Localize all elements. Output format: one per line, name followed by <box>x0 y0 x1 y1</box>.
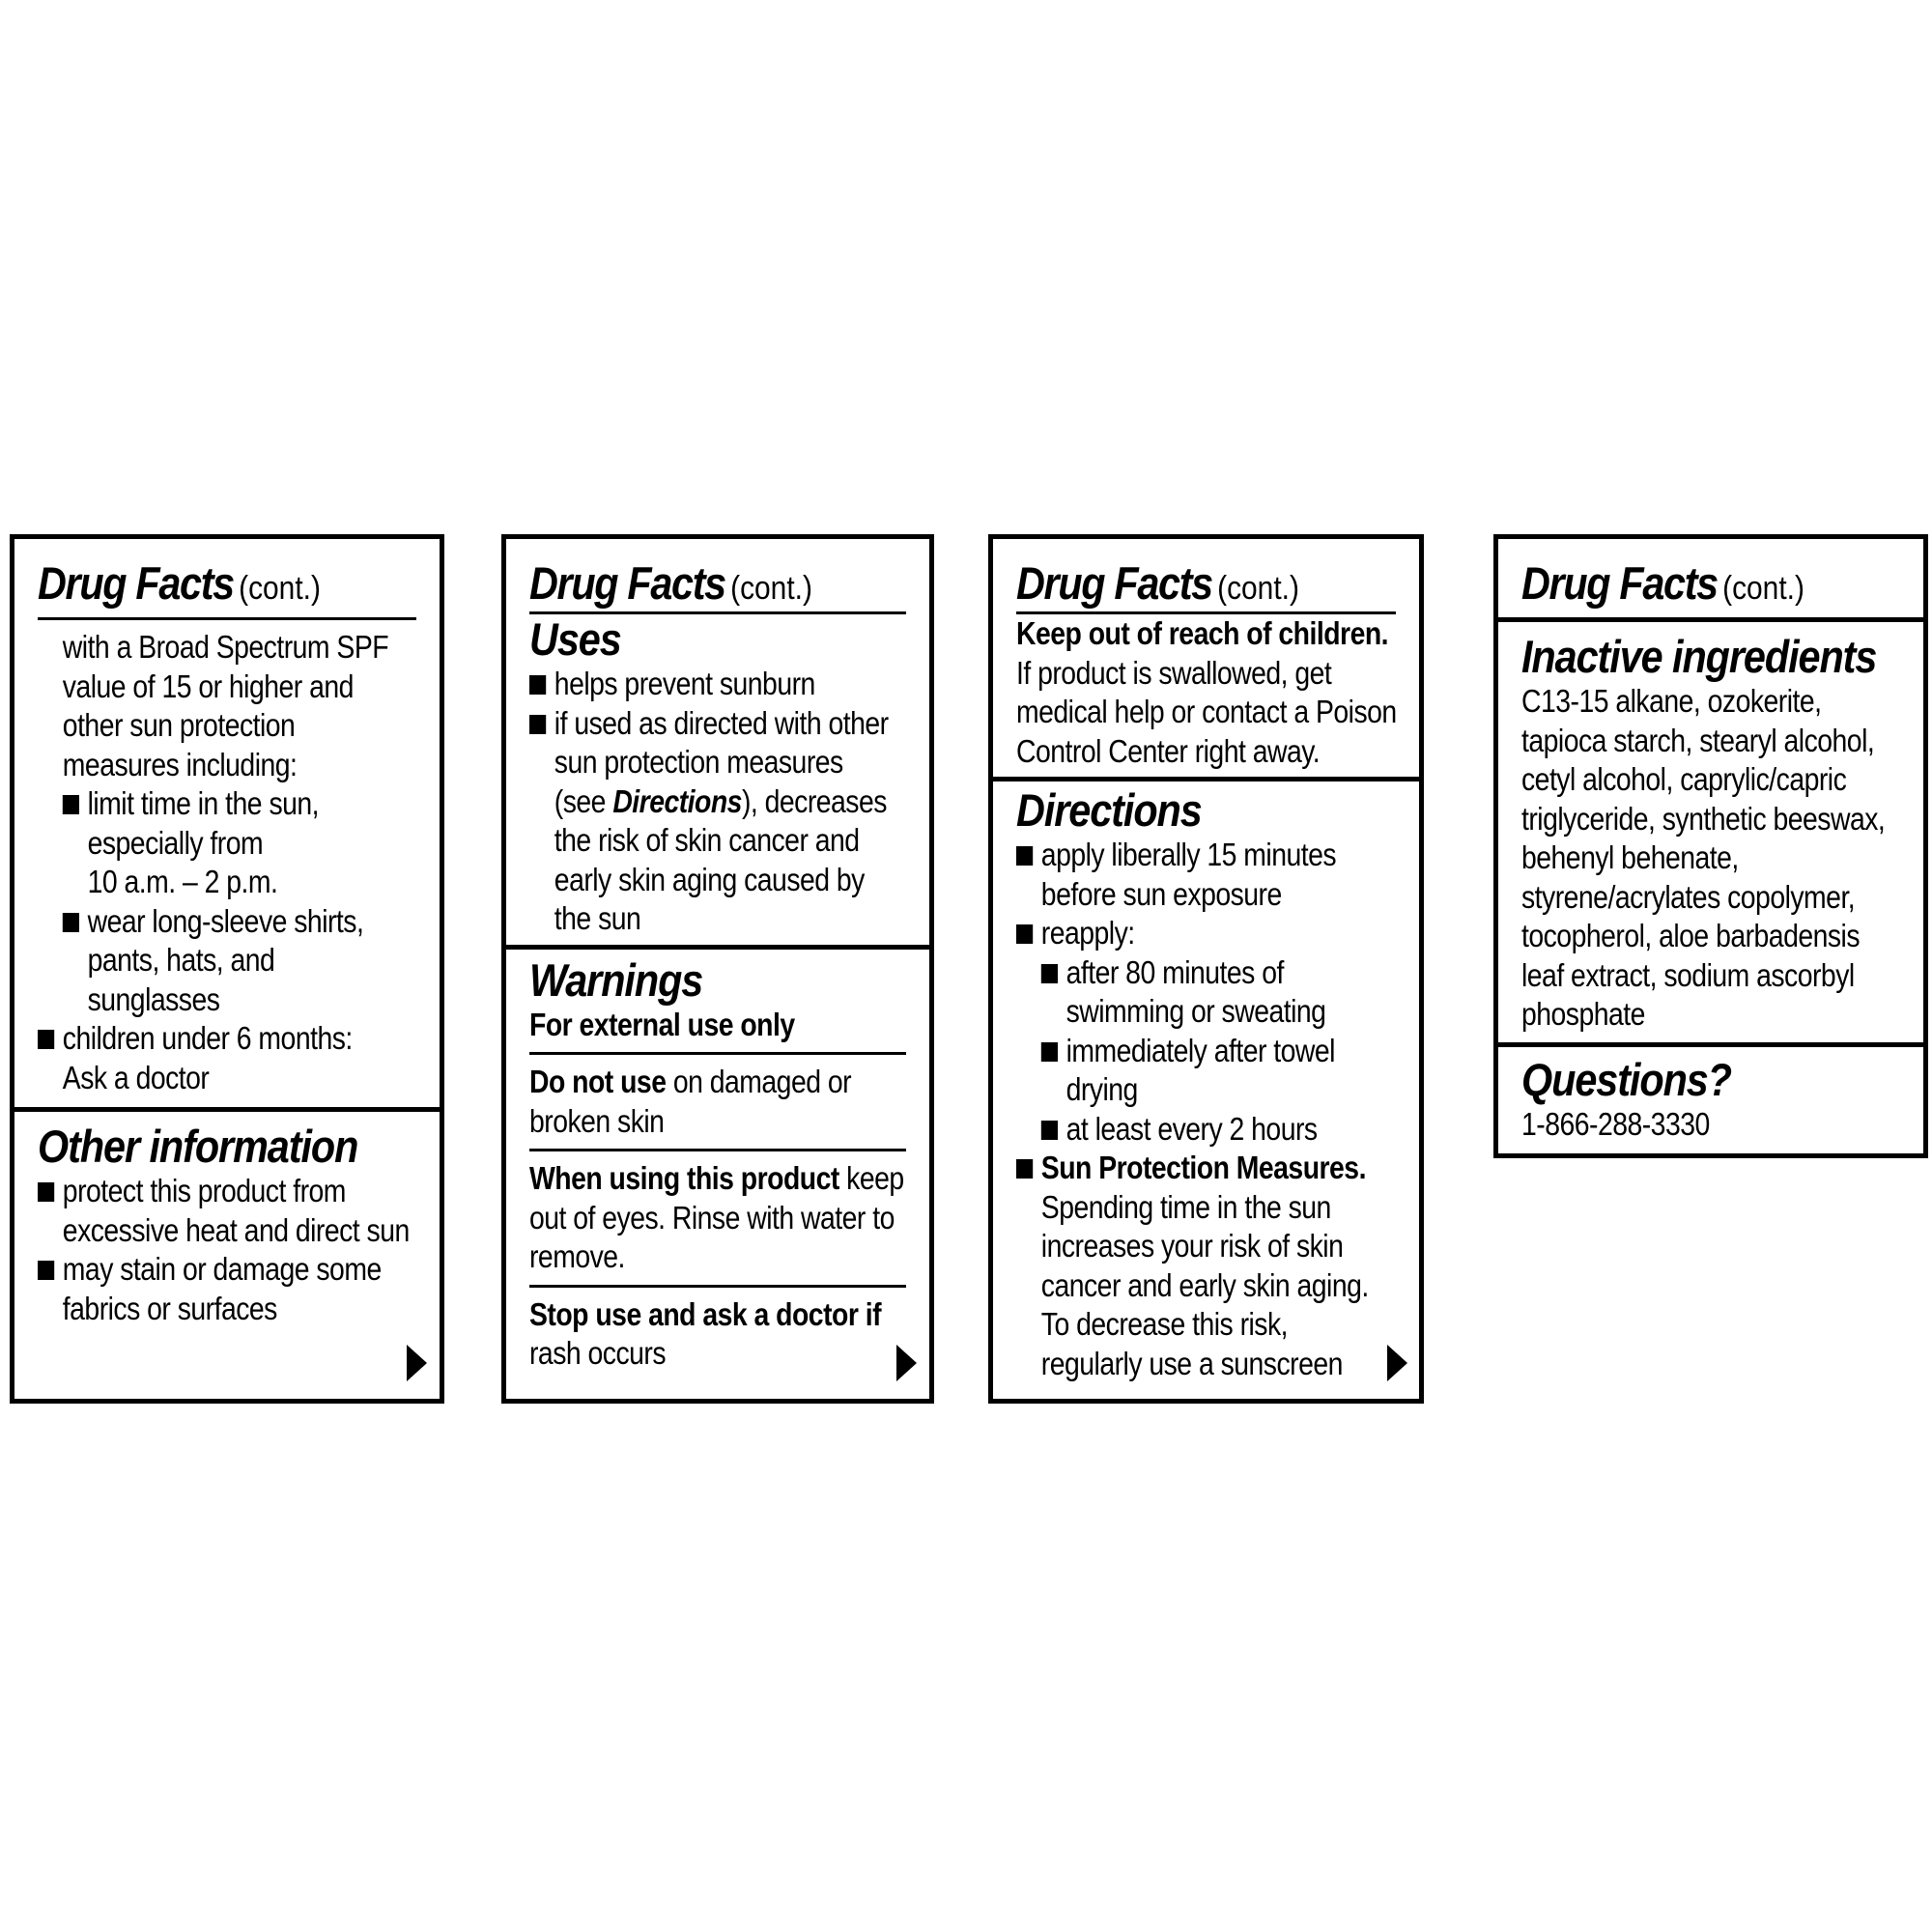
external-use-note: For external use only <box>529 1006 795 1042</box>
sunscreen-measures-section <box>14 620 440 1097</box>
bullet-square-icon <box>38 1250 63 1328</box>
inactive-ingredients-heading: Inactive ingredients <box>1521 631 1877 682</box>
intro-line: value of 15 or higher and <box>62 668 354 704</box>
list-item: Sun Protection Measures. Spending time in the sun increases your risk of skin cancer and early skin aging. To decrease this risk, regularly use a sunscreen <box>1016 1149 1343 1383</box>
phone-number: 1-866-288-3330 <box>1521 1105 1710 1142</box>
panel-header <box>506 539 929 610</box>
keep-out-section: Keep out of reach of children. If product is swallowed, get medical help or contact a Poison Control Center right away. <box>1016 615 1397 769</box>
bullet-square-icon <box>38 1172 63 1250</box>
warning-divider <box>529 1052 906 1055</box>
other-information-section <box>14 1112 440 1328</box>
intro-line: other sun protection <box>62 707 296 743</box>
bullet-square-icon <box>63 784 88 902</box>
bullet-square-icon <box>38 1019 63 1097</box>
directions-section <box>993 781 1419 1383</box>
other-information-heading: Other information <box>38 1121 358 1172</box>
list-item: wear long-sleeve shirts, pants, hats, and sunglasses <box>38 902 363 1020</box>
bullet-square-icon <box>529 665 554 704</box>
drug-facts-panel-1 <box>10 534 444 1404</box>
bullet-square-icon <box>1016 1149 1041 1383</box>
drug-facts-panel-4 <box>1493 534 1928 1158</box>
warning-divider <box>529 1285 906 1288</box>
keep-out-heading: Keep out of reach of children. <box>1016 615 1389 651</box>
list-item: after 80 minutes of swimming or sweating <box>1016 953 1343 1032</box>
inactive-ingredients-section: Inactive ingredients C13-15 alkane, ozokerite, tapioca starch, stearyl alcohol, cetyl alcohol, caprylic/capric triglyceride, synthetic beeswax, behenyl behenate, styrene/acrylates copolymer, tocopherol, aloe barbadensis leaf extract, sodium ascorbyl phosphate <box>1521 631 1886 1032</box>
bullet-square-icon <box>63 902 88 1020</box>
bullet-square-icon <box>1041 953 1066 1032</box>
intro-line: measures including: <box>62 746 298 782</box>
list-item: apply liberally 15 minutes before sun exposure <box>1016 836 1343 914</box>
drug-facts-title: Drug Facts (cont.) <box>38 557 321 609</box>
list-item: helps prevent sunburn <box>529 665 853 704</box>
drug-facts-panel-3 <box>988 534 1424 1404</box>
continue-arrow-icon <box>896 1345 917 1381</box>
uses-section <box>506 614 929 939</box>
warnings-heading: Warnings <box>529 953 703 1006</box>
drug-facts-panel-2 <box>501 534 934 1404</box>
bullet-square-icon <box>1016 914 1041 953</box>
intro-line: with a Broad Spectrum SPF <box>62 629 389 665</box>
list-item: may stain or damage some fabrics or surfaces <box>38 1250 363 1328</box>
directions-heading: Directions <box>1016 784 1202 836</box>
panel-header <box>14 539 440 610</box>
bullet-square-icon <box>1041 1110 1066 1150</box>
panel-header <box>993 539 1419 610</box>
list-item: children under 6 months: Ask a doctor <box>38 1019 363 1097</box>
continue-arrow-icon <box>407 1345 427 1381</box>
bullet-square-icon <box>529 704 554 939</box>
directions-reference: Directions <box>612 782 742 819</box>
panel-header <box>1498 539 1923 610</box>
drug-facts-title: Drug Facts (cont.) <box>529 557 812 609</box>
list-item: protect this product from excessive heat and direct sun <box>38 1172 363 1250</box>
questions-heading: Questions? <box>1521 1053 1731 1105</box>
drug-facts-title: Drug Facts (cont.) <box>1016 557 1299 609</box>
list-item: if used as directed with other sun protection measures (see Directions), decreases the risk of skin cancer and early skin aging caused by the sun <box>529 704 853 939</box>
drug-facts-title: Drug Facts (cont.) <box>1521 557 1804 609</box>
warnings-section: Warnings For external use only Do not use on damaged or broken skin When using this product keep out of eyes. Rinse with water to remove. Stop use and ask a doctor if rash occurs <box>506 950 929 1374</box>
warning-divider <box>529 1149 906 1151</box>
uses-heading: Uses <box>529 613 621 665</box>
list-item: reapply: <box>1016 914 1343 953</box>
questions-section <box>1498 1047 1923 1145</box>
list-item: limit time in the sun, especially from 10 a.m. – 2 p.m. <box>38 784 363 902</box>
list-item: immediately after towel drying <box>1016 1032 1343 1110</box>
bullet-square-icon <box>1041 1032 1066 1110</box>
continue-arrow-icon <box>1387 1345 1407 1381</box>
list-item: at least every 2 hours <box>1016 1110 1343 1150</box>
bullet-square-icon <box>1016 836 1041 914</box>
